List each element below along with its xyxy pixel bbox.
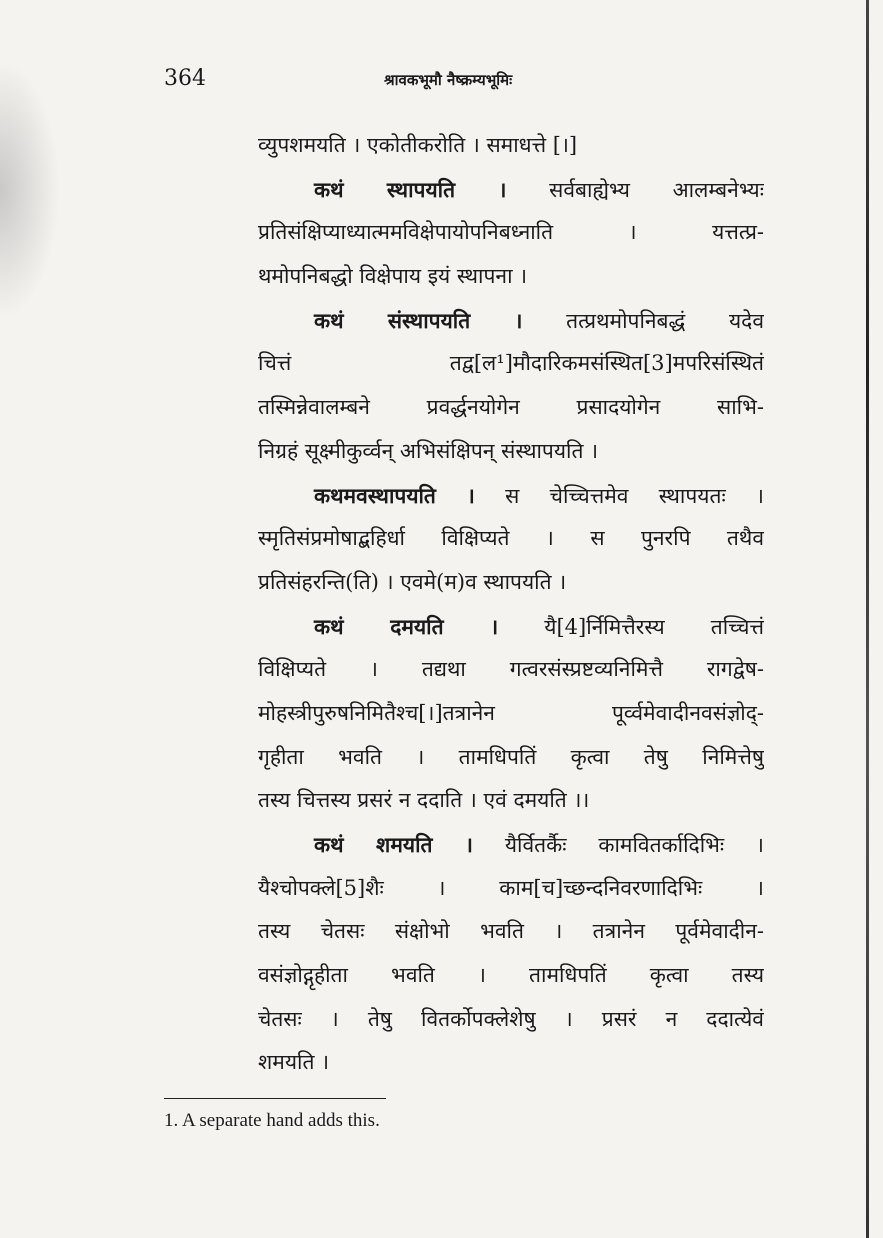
text-line: कथमवस्थापयति । स चेच्चित्तमेव स्थापयतः । — [314, 482, 764, 508]
text-line: तस्य चित्तस्य प्रसरं न ददाति । एवं दमयति ।। — [258, 788, 590, 813]
text-line: चित्तं तद्व[ल¹]मौदारिकमसंस्थित[3]मपरिसंस्थितं — [258, 351, 764, 376]
text-line: गृहीता भवति । तामधिपतिं कृत्वा तेषु निमित्तेषु — [258, 744, 764, 769]
text-line: व्युपशमयति । एकोतीकरोति । समाधत्ते [।] — [258, 133, 578, 157]
text-line: थमोपनिबद्धो विक्षेपाय इयं स्थापना । — [258, 264, 528, 289]
text-line: यैश्चोपक्ले[5]शैः । काम[च]च्छन्दनिवरणादिभिः । — [258, 875, 764, 900]
section-heading: कथं दमयति । — [314, 613, 499, 639]
footnote-rule — [164, 1098, 386, 1099]
text-line: विक्षिप्यते । तद्यथा गत्वरसंस्प्रष्टव्यनिमित्तै रागद्वेष- — [258, 657, 764, 682]
section-heading: कथमवस्थापयति । — [314, 482, 475, 508]
text-line: वसंज्ञोद्गृहीता भवति । तामधिपतिं कृत्वा तस्य — [258, 963, 764, 988]
page-edge-shadow — [0, 60, 60, 320]
text-line: निग्रहं सूक्ष्मीकुर्व्वन् अभिसंक्षिपन् संस्थापयति । — [258, 438, 599, 463]
text-line: शमयति । — [258, 1050, 330, 1075]
page-number: 364 — [164, 66, 206, 91]
text-line: मोहस्त्रीपुरुषनिमितैश्च[।]तत्रानेन पूर्व्वमेवादीनवसंज्ञोद्- — [258, 700, 764, 725]
main-text — [258, 124, 764, 1085]
text-line: तस्मिन्नेवालम्बने प्रवर्द्धनयोगेन प्रसादयोगेन साभि- — [258, 395, 764, 420]
text-line: प्रतिसंक्षिप्याध्यात्ममविक्षेपायोपनिबध्नाति । यत्तत्प्र- — [258, 220, 764, 245]
text-line: कथं शमयति । यैर्वितर्कैः कामवितर्कादिभिः । — [314, 832, 764, 857]
page-header — [164, 66, 764, 102]
section-heading: कथं शमयति । — [314, 832, 473, 857]
text-line: कथं संस्थापयति । तत्प्रथमोपनिबद्धं यदेव — [314, 307, 764, 333]
text-line: प्रतिसंहरन्ति(ति) । एवमे(म)व स्थापयति । — [258, 569, 567, 594]
section-heading: कथं संस्थापयति । — [314, 307, 523, 333]
text-line: कथं स्थापयति । सर्वबाह्येभ्य आलम्बनेभ्यः — [314, 176, 764, 202]
book-spine-edge — [866, 0, 869, 1238]
text-line: कथं दमयति । यै[4]र्निमित्तैरस्य तच्चित्तं — [314, 613, 764, 639]
running-title: श्रावकभूमौ नैष्क्रम्यभूमिः — [384, 71, 513, 89]
footnote: 1. A separate hand adds this. — [164, 1110, 380, 1131]
section-heading: कथं स्थापयति । — [314, 176, 507, 202]
text-line: स्मृतिसंप्रमोषाद्बहिर्धा विक्षिप्यते । स पुनरपि तथैव — [258, 526, 764, 551]
text-line: चेतसः । तेषु वितर्कोपक्लेशेषु । प्रसरं न ददात्येवं — [258, 1006, 764, 1031]
text-line: तस्य चेतसः संक्षोभो भवति । तत्रानेन पूर्वमेवादीन- — [258, 919, 764, 944]
